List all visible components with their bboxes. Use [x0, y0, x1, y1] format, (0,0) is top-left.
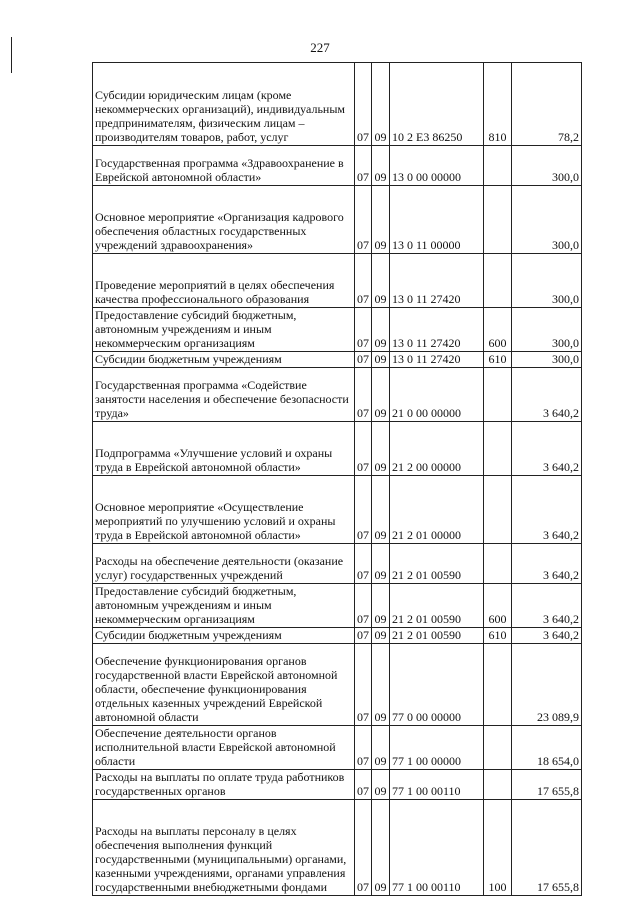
- row-target-article-cell: 21 2 01 00000: [390, 476, 484, 544]
- table-row: [93, 63, 582, 146]
- row-name-cell: Предоставление субсидий бюджетным, автономным учреждениям и иным некоммерческим организациям: [93, 308, 355, 352]
- row-expense-type-cell: [484, 726, 512, 770]
- row-sum-cell: 3 640,2: [512, 422, 582, 476]
- row-name-cell: Обеспечение функционирования органов государственной власти Еврейской автономной области, обеспечение функционирования отдельных казенных учреждений Еврейской автономной области: [93, 644, 355, 726]
- row-subsection-cell: 09: [372, 544, 390, 584]
- row-subsection-cell: 09: [372, 770, 390, 800]
- row-section-cell: 07: [355, 770, 372, 800]
- row-subsection-cell: 09: [372, 368, 390, 422]
- row-section-cell: 07: [355, 726, 372, 770]
- row-subsection-cell: 09: [372, 422, 390, 476]
- row-expense-type-cell: 810: [484, 63, 512, 146]
- row-subsection-cell: 09: [372, 63, 390, 146]
- table-row: [93, 628, 582, 644]
- budget-table: [92, 62, 582, 896]
- row-sum-cell: 300,0: [512, 308, 582, 352]
- row-expense-type-cell: [484, 146, 512, 186]
- table-row: [93, 146, 582, 186]
- row-subsection-cell: 09: [372, 726, 390, 770]
- row-section-cell: 07: [355, 476, 372, 544]
- row-expense-type-cell: [484, 368, 512, 422]
- table-row: [93, 544, 582, 584]
- table-row: [93, 584, 582, 628]
- row-sum-cell: 300,0: [512, 146, 582, 186]
- row-section-cell: 07: [355, 368, 372, 422]
- row-target-article-cell: 21 2 01 00590: [390, 544, 484, 584]
- row-target-article-cell: 77 1 00 00000: [390, 726, 484, 770]
- table-row: [93, 254, 582, 308]
- row-subsection-cell: 09: [372, 146, 390, 186]
- row-section-cell: 07: [355, 254, 372, 308]
- row-subsection-cell: 09: [372, 186, 390, 254]
- row-sum-cell: 3 640,2: [512, 584, 582, 628]
- row-subsection-cell: 09: [372, 254, 390, 308]
- row-expense-type-cell: 100: [484, 800, 512, 896]
- row-subsection-cell: 09: [372, 352, 390, 368]
- row-expense-type-cell: [484, 422, 512, 476]
- row-target-article-cell: 13 0 11 27420: [390, 254, 484, 308]
- row-sum-cell: 3 640,2: [512, 476, 582, 544]
- row-section-cell: 07: [355, 422, 372, 476]
- row-section-cell: 07: [355, 146, 372, 186]
- row-expense-type-cell: [484, 644, 512, 726]
- row-target-article-cell: 77 1 00 00110: [390, 800, 484, 896]
- page-number: 227: [310, 40, 330, 55]
- row-sum-cell: 300,0: [512, 352, 582, 368]
- row-name-cell: Государственная программа «Содействие занятости населения и обеспечение безопасности труда»: [93, 368, 355, 422]
- row-name-cell: Субсидии юридическим лицам (кроме некоммерческих организаций), индивидуальным предпринимателям, физическим лицам – производителям товаров, работ, услуг: [93, 63, 355, 146]
- row-expense-type-cell: [484, 770, 512, 800]
- row-section-cell: 07: [355, 628, 372, 644]
- row-section-cell: 07: [355, 800, 372, 896]
- row-name-cell: Проведение мероприятий в целях обеспечения качества профессионального образования: [93, 254, 355, 308]
- row-subsection-cell: 09: [372, 628, 390, 644]
- table-row: [93, 800, 582, 896]
- row-name-cell: Государственная программа «Здравоохранение в Еврейской автономной области»: [93, 146, 355, 186]
- row-section-cell: 07: [355, 186, 372, 254]
- row-target-article-cell: 77 1 00 00110: [390, 770, 484, 800]
- row-subsection-cell: 09: [372, 308, 390, 352]
- row-expense-type-cell: 600: [484, 584, 512, 628]
- row-target-article-cell: 77 0 00 00000: [390, 644, 484, 726]
- row-target-article-cell: 10 2 E3 86250: [390, 63, 484, 146]
- row-name-cell: Предоставление субсидий бюджетным, автономным учреждениям и иным некоммерческим организациям: [93, 584, 355, 628]
- table-row: [93, 422, 582, 476]
- row-section-cell: 07: [355, 352, 372, 368]
- row-name-cell: Основное мероприятие «Организация кадрового обеспечения областных государственных учреждений здравоохранения»: [93, 186, 355, 254]
- table-row: [93, 770, 582, 800]
- table-row: [93, 186, 582, 254]
- row-sum-cell: 300,0: [512, 254, 582, 308]
- row-sum-cell: 300,0: [512, 186, 582, 254]
- row-target-article-cell: 13 0 11 27420: [390, 308, 484, 352]
- row-target-article-cell: 13 0 11 00000: [390, 186, 484, 254]
- table-row: [93, 644, 582, 726]
- table-row: [93, 352, 582, 368]
- row-section-cell: 07: [355, 63, 372, 146]
- row-target-article-cell: 21 0 00 00000: [390, 368, 484, 422]
- row-name-cell: Подпрограмма «Улучшение условий и охраны труда в Еврейской автономной области»: [93, 422, 355, 476]
- row-expense-type-cell: [484, 254, 512, 308]
- row-expense-type-cell: 610: [484, 352, 512, 368]
- row-section-cell: 07: [355, 308, 372, 352]
- margin-mark: [11, 37, 12, 73]
- row-subsection-cell: 09: [372, 584, 390, 628]
- table-row: [93, 726, 582, 770]
- row-sum-cell: 23 089,9: [512, 644, 582, 726]
- row-sum-cell: 3 640,2: [512, 544, 582, 584]
- row-expense-type-cell: 600: [484, 308, 512, 352]
- row-name-cell: Обеспечение деятельности органов исполнительной власти Еврейской автономной области: [93, 726, 355, 770]
- row-subsection-cell: 09: [372, 800, 390, 896]
- row-name-cell: Расходы на выплаты персоналу в целях обеспечения выполнения функций государственными (муниципальными) органами, казенными учреждениями, органами управления государственными внебюджетными фондами: [93, 800, 355, 896]
- row-name-cell: Основное мероприятие «Осуществление мероприятий по улучшению условий и охраны труда в Еврейской автономной области»: [93, 476, 355, 544]
- row-section-cell: 07: [355, 544, 372, 584]
- table-row: [93, 368, 582, 422]
- row-target-article-cell: 21 2 01 00590: [390, 584, 484, 628]
- table-row: [93, 476, 582, 544]
- row-section-cell: 07: [355, 644, 372, 726]
- row-target-article-cell: 21 2 01 00590: [390, 628, 484, 644]
- budget-table-body: [93, 63, 582, 896]
- row-section-cell: 07: [355, 584, 372, 628]
- row-subsection-cell: 09: [372, 644, 390, 726]
- row-name-cell: Субсидии бюджетным учреждениям: [93, 628, 355, 644]
- row-expense-type-cell: [484, 544, 512, 584]
- row-expense-type-cell: 610: [484, 628, 512, 644]
- row-target-article-cell: 13 0 11 27420: [390, 352, 484, 368]
- row-target-article-cell: 21 2 00 00000: [390, 422, 484, 476]
- row-sum-cell: 17 655,8: [512, 770, 582, 800]
- table-row: [93, 308, 582, 352]
- row-expense-type-cell: [484, 476, 512, 544]
- row-name-cell: Расходы на выплаты по оплате труда работников государственных органов: [93, 770, 355, 800]
- row-sum-cell: 17 655,8: [512, 800, 582, 896]
- row-sum-cell: 78,2: [512, 63, 582, 146]
- row-sum-cell: 3 640,2: [512, 368, 582, 422]
- row-name-cell: Расходы на обеспечение деятельности (оказание услуг) государственных учреждений: [93, 544, 355, 584]
- row-expense-type-cell: [484, 186, 512, 254]
- row-target-article-cell: 13 0 00 00000: [390, 146, 484, 186]
- row-sum-cell: 18 654,0: [512, 726, 582, 770]
- row-sum-cell: 3 640,2: [512, 628, 582, 644]
- row-name-cell: Субсидии бюджетным учреждениям: [93, 352, 355, 368]
- row-subsection-cell: 09: [372, 476, 390, 544]
